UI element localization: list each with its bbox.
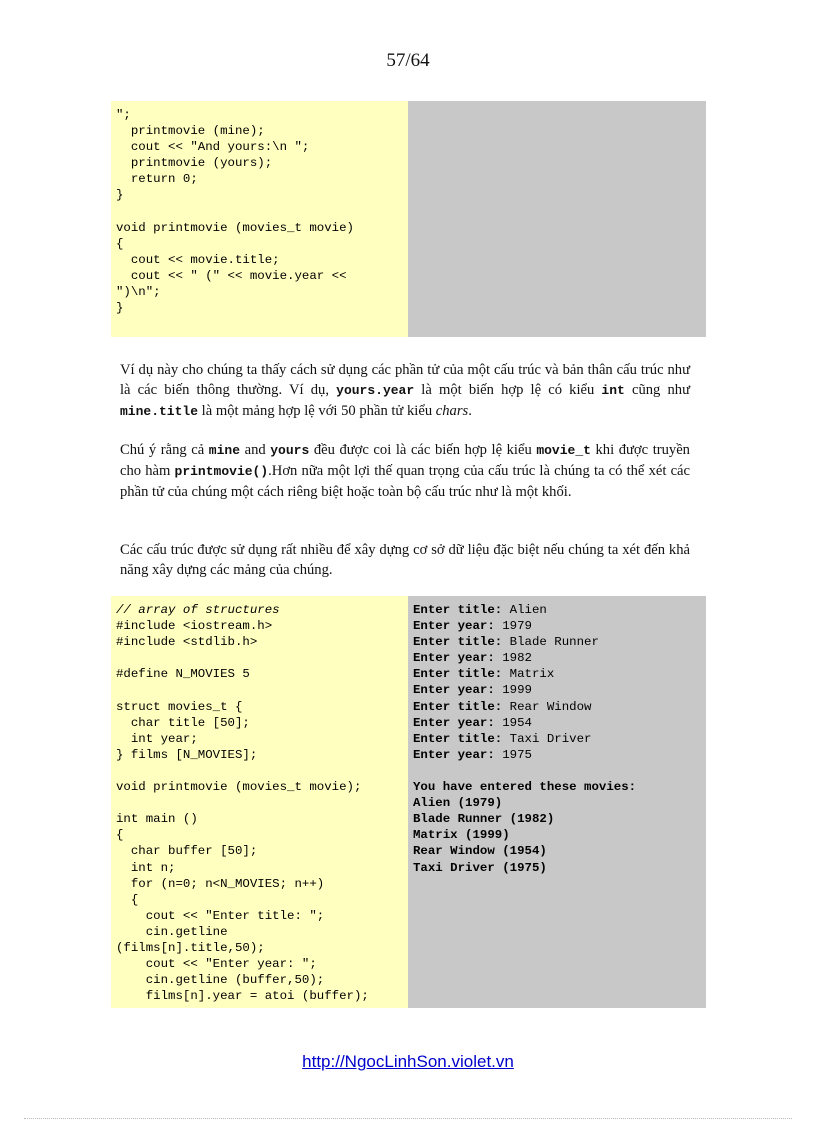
text: Chú ý rằng cả [120,442,209,458]
output-value: Blade Runner [502,635,599,650]
code-line [116,204,404,220]
paragraph-3: Các cấu trúc được sử dụng rất nhiều để xây dựng cơ sở dữ liệu đặc biệt nếu chúng ta xét đến khả năng xây dựng các mảng của chúng. [120,542,690,578]
code-line: cin.getline [116,924,228,939]
output-value: 1979 [494,619,532,634]
output-prompt: Enter title: [413,731,503,746]
code-line: (films[n].title,50); [116,940,265,955]
code-line: cout << "Enter title: "; [116,908,325,923]
output-summary-heading: You have entered these movies: [413,780,637,795]
text: là một biến hợp lệ có kiểu [414,382,602,398]
paragraph-2 [120,440,690,502]
code-line: printmovie (yours); [116,156,273,171]
output-summary-line: Rear Window (1954) [413,844,547,859]
code-line: films[n].year = atoi (buffer); [116,989,369,1004]
code-line: cout << movie.title; [116,252,280,267]
output-summary-line: Blade Runner (1982) [413,812,555,827]
italic-text: chars [435,403,469,419]
output-prompt: Enter title: [413,603,503,617]
footer-link[interactable]: http://NgocLinhSon.violet.vn [302,1052,514,1071]
code-line: cin.getline (buffer,50); [116,973,325,988]
inline-code: yours [270,443,310,458]
output-line [413,618,702,634]
output-prompt: Enter year: [413,747,495,762]
output-value: Alien [502,603,547,617]
output-prompt: Enter title: [413,699,503,714]
inline-code: mine.title [120,404,199,419]
code-line: cout << "Enter year: "; [116,957,317,972]
code-line: for (n=0; n<N_MOVIES; n++) [116,876,325,891]
code-line: ")\n"; [116,285,161,300]
output-prompt: Enter year: [413,683,495,698]
inline-code: int [601,383,625,398]
output-summary-line: Matrix (1999) [413,828,510,843]
text: Ví dụ này cho chúng ta thấy cách sử dụng các phần tử của một cấu trúc và bản thân cấu trúc như là các biến thông thường. Ví dụ, [120,362,690,398]
output-prompt: Enter year: [413,619,495,634]
code-line [116,650,404,666]
output-line [413,731,702,747]
text: đều được coi là các biến hợp lệ kiểu [309,442,537,458]
output-line [413,747,702,763]
code-line: { [116,236,124,251]
output-prompt: Enter year: [413,651,495,666]
code-line [116,682,404,698]
output-summary-line: Alien (1979) [413,796,503,811]
inline-code: printmovie() [174,464,269,479]
code-panel-left [111,596,408,1008]
code-line: int year; [116,731,198,746]
code-line: } [116,301,124,316]
code-line: #define N_MOVIES 5 [116,667,250,682]
page-number: 57/64 [386,50,430,71]
text: .Hơn nữa một lợi thế quan trọng của cấu trúc là chúng ta có thể xét các phần tử của chúng một cách riêng biệt hoặc toàn bộ cấu trúc như là một khối. [120,463,690,500]
code-block-bottom [111,596,706,1008]
output-line [413,634,702,650]
code-line: printmovie (mine); [116,124,265,139]
inline-code: movie_t [536,443,591,458]
output-line [413,666,702,682]
code-line: char buffer [50]; [116,844,258,859]
code-line: return 0; [116,172,198,187]
output-panel-right [408,101,706,337]
code-line: struct movies_t { [116,699,243,714]
text: cũng như [624,382,690,398]
code-line: int n; [116,860,176,875]
output-prompt: Enter title: [413,667,503,682]
code-line: { [116,892,139,907]
text: là một mảng hợp lệ với 50 phần tử kiểu [198,403,436,419]
output-summary-line: Taxi Driver (1975) [413,860,547,875]
code-line: cout << "And yours:\n "; [116,140,310,155]
code-line: void printmovie (movies_t movie) [116,220,354,235]
output-panel-right [408,596,706,1008]
output-prompt: Enter year: [413,715,495,730]
code-comment: // array of structures [116,603,280,617]
code-line: cout << " (" << movie.year << [116,268,347,283]
output-line [413,715,702,731]
code-line [116,763,404,779]
code-line: #include <stdlib.h> [116,635,258,650]
output-value: Matrix [502,667,555,682]
inline-code: yours.year [336,383,415,398]
inline-code: mine [208,443,241,458]
output-value: Taxi Driver [502,731,592,746]
output-value: Rear Window [502,699,592,714]
page-bottom-divider [24,1118,792,1119]
footer [0,1052,816,1072]
code-line [116,795,404,811]
code-line: void printmovie (movies_t movie); [116,780,362,795]
code-line: char title [50]; [116,715,250,730]
output-line [413,699,702,715]
output-prompt: Enter title: [413,635,503,650]
output-line [413,602,702,618]
output-line [413,682,702,698]
output-value: 1999 [494,683,532,698]
output-value: 1975 [494,747,532,762]
text: and [240,442,271,458]
code-line: int main () [116,812,198,827]
text: . [468,403,472,419]
text: khi được truyền cho hàm [120,442,690,479]
code-line: } [116,188,124,203]
code-line: "; [116,108,131,122]
output-line [413,650,702,666]
code-block-top [111,101,706,337]
output-value: 1982 [494,651,532,666]
output-blank-line [413,763,702,779]
output-value: 1954 [494,715,532,730]
code-line: { [116,828,124,843]
code-panel-left [111,101,408,337]
paragraph-1 [120,360,690,422]
code-line: #include <iostream.h> [116,619,273,634]
code-line: } films [N_MOVIES]; [116,747,258,762]
